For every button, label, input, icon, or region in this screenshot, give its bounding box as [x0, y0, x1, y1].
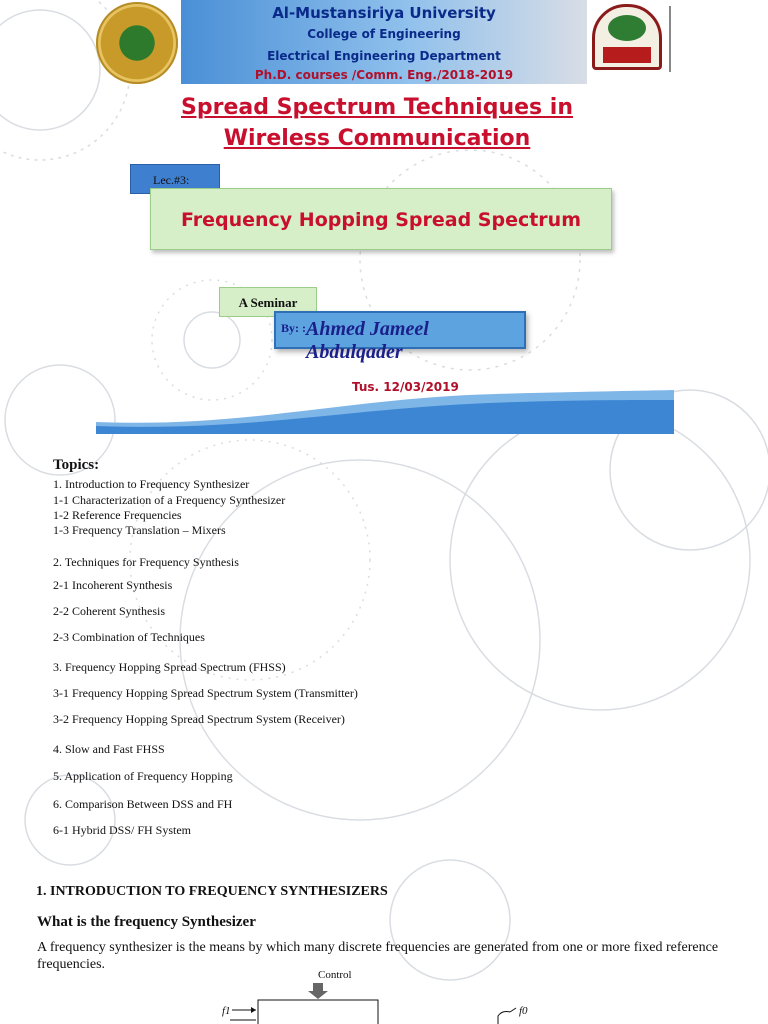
topic-item: 6-1 Hybrid DSS/ FH System [53, 823, 192, 837]
topic-item: 1. Introduction to Frequency Synthesizer [53, 477, 250, 491]
topic-item: 2-1 Incoherent Synthesis [53, 578, 173, 592]
topic-item: 6. Comparison Between DSS and FH [53, 797, 233, 811]
department-name: Electrical Engineering Department [267, 49, 501, 63]
program-label: Ph.D. courses /Comm. Eng./2018-2019 [254, 68, 514, 82]
topic-item: 1-1 Characterization of a Frequency Synthesizer [53, 493, 286, 507]
topic-item: 5. Application of Frequency Hopping [53, 769, 233, 783]
lecture-number-label: Lec.#3: [130, 164, 220, 194]
topic-item: 1-3 Frequency Translation – Mixers [53, 523, 226, 537]
topics-heading: Topics: [53, 457, 100, 473]
seminar-date: Tus. 12/03/2019 [352, 380, 459, 394]
author-name: Ahmed Jameel Abdulqader [306, 318, 429, 363]
wave-banner [96, 388, 674, 434]
synthesizer-block-diagram [210, 966, 540, 1024]
university-name: Al-Mustansiriya University [272, 4, 496, 22]
input-frequency-label: f1 [222, 1005, 231, 1017]
university-seal-logo [96, 2, 178, 84]
lecture-topic-box: Frequency Hopping Spread Spectrum [150, 188, 612, 250]
topic-item: 2-2 Coherent Synthesis [53, 604, 165, 618]
section-heading: 1. INTRODUCTION TO FREQUENCY SYNTHESIZERS [36, 884, 388, 899]
output-frequency-label: f0 [519, 1005, 528, 1017]
document-title [140, 92, 614, 154]
topic-item: 4. Slow and Fast FHSS [53, 742, 165, 756]
divider [669, 6, 671, 72]
topic-item: 3-2 Frequency Hopping Spread Spectrum System (Receiver) [53, 712, 345, 726]
output-symbol-icon [498, 1008, 516, 1024]
topic-item: 3. Frequency Hopping Spread Spectrum (FHSS) [53, 660, 286, 674]
synthesizer-block [258, 1000, 378, 1024]
topic-item: 1-2 Reference Frequencies [53, 508, 182, 522]
header-banner [181, 0, 587, 84]
topic-item: 2. Techniques for Frequency Synthesis [53, 555, 239, 569]
topic-item: 3-1 Frequency Hopping Spread Spectrum System (Transmitter) [53, 686, 358, 700]
author-box [274, 311, 526, 363]
by-label: By: : [281, 321, 306, 335]
college-name: College of Engineering [307, 27, 461, 41]
control-label: Control [318, 969, 352, 981]
input-arrow-icon [251, 1007, 256, 1013]
college-emblem-logo [592, 4, 662, 70]
topic-item: 2-3 Combination of Techniques [53, 630, 205, 644]
title-line-1: Spread Spectrum Techniques in [181, 95, 573, 120]
emblem-tree [608, 15, 646, 41]
section-subheading: What is the frequency Synthesizer [37, 914, 256, 930]
emblem-base [603, 47, 651, 63]
control-arrow-icon [308, 983, 328, 999]
title-line-2: Wireless Communication [223, 126, 531, 151]
section-paragraph: A frequency synthesizer is the means by which many discrete frequencies are generated from one or more fixed reference frequencies. [37, 940, 719, 972]
seminar-label: A Seminar [219, 287, 317, 317]
